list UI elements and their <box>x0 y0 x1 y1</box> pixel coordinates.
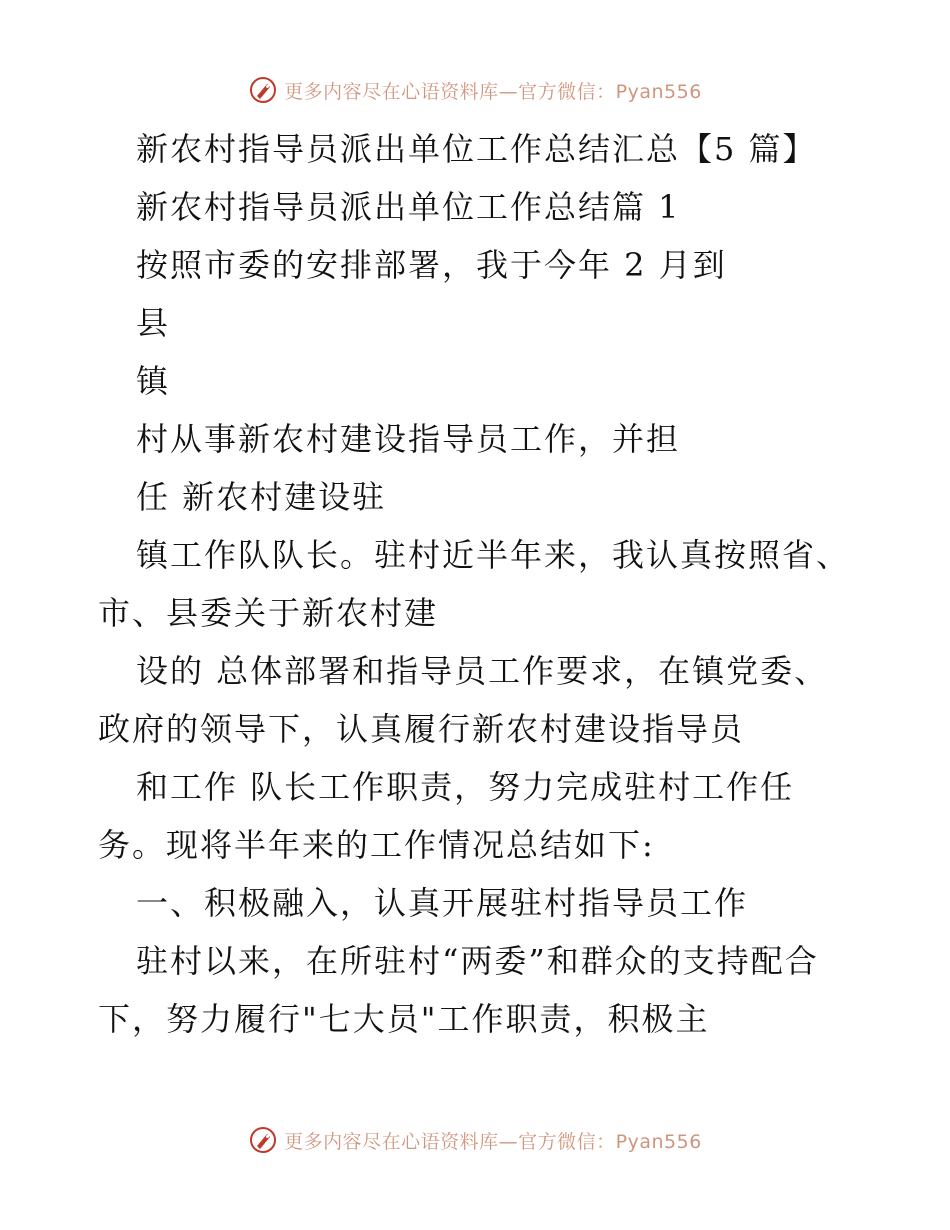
paragraph-line: 和工作 队长工作职责，努力完成驻村工作任 <box>136 768 795 806</box>
paragraph-line: 设的 总体部署和指导员工作要求，在镇党委、 <box>136 652 829 690</box>
paragraph-line: 驻村以来，在所驻村“两委”和群众的支持配合 <box>136 942 819 980</box>
paragraph-line: 任 新农村建设驻 <box>136 478 387 516</box>
paragraph-line: 村从事新农村建设指导员工作，并担 <box>136 420 681 458</box>
paragraph-line: 务。现将半年来的工作情况总结如下: <box>98 826 655 864</box>
paragraph-line: 下，努力履行"七大员"工作职责，积极主 <box>98 1000 710 1038</box>
footer-watermark <box>0 1120 950 1160</box>
paragraph-line: 政府的领导下，认真履行新农村建设指导员 <box>98 710 745 748</box>
paragraph-line: 县 <box>136 304 171 342</box>
section-heading: 新农村指导员派出单位工作总结篇 1 <box>136 188 681 226</box>
paragraph-line: 市、县委关于新农村建 <box>98 594 439 632</box>
paragraph-line: 按照市委的安排部署，我于今年 2 月到 <box>136 246 727 284</box>
paragraph-line: 镇工作队队长。驻村近半年来，我认真按照省、 <box>136 536 851 574</box>
watermark-text: 更多内容尽在心语资料库—官方微信：Pyan556 <box>284 1130 702 1153</box>
header-watermark <box>0 70 950 110</box>
document-title: 新农村指导员派出单位工作总结汇总【5 篇】 <box>136 130 817 168</box>
watermark-text: 更多内容尽在心语资料库—官方微信：Pyan556 <box>284 80 702 103</box>
paragraph-line: 镇 <box>136 362 171 400</box>
pen-nib-logo-icon <box>248 1125 278 1155</box>
subsection-heading: 一、积极融入，认真开展驻村指导员工作 <box>136 884 749 922</box>
pen-nib-logo-icon <box>248 75 278 105</box>
